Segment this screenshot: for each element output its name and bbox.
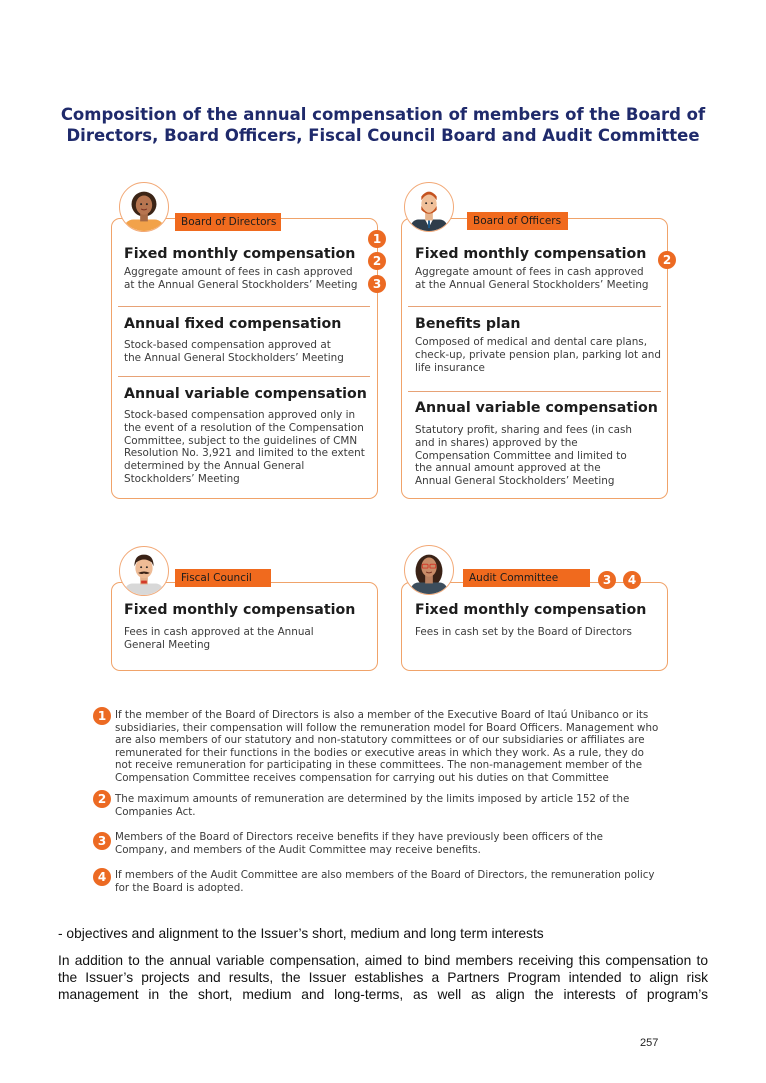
section-text: Aggregate amount of fees in cash approved at the Annual General Stockholders’ Meeting xyxy=(415,266,649,291)
section-text: Statutory profit, sharing and fees (in cash and in shares) approved by the Compensation Committee and limited to the annual amount approved at the Annual General Stockholders’ Meeting xyxy=(415,424,633,488)
mustache-man-avatar-icon xyxy=(119,546,169,596)
marker-2: 2 xyxy=(368,252,386,270)
section-heading: - objectives and alignment to the Issuer’s short, medium and long term interests xyxy=(58,926,544,941)
paragraph-line: the Issuer’s projects and results, the Issuer establishes a Partners Program intended to align risk xyxy=(58,970,708,985)
board-of-officers-badge: Board of Officers xyxy=(467,212,568,230)
section-text: Aggregate amount of fees in cash approved at the Annual General Stockholders’ Meeting xyxy=(124,266,358,291)
section-title: Annual fixed compensation xyxy=(124,316,342,332)
paragraph-line: management in the short, medium and long-terms, as well as align the interests of program’s xyxy=(58,987,708,1002)
marker-3: 3 xyxy=(598,571,616,589)
note-text-1: If the member of the Board of Directors is also a member of the Executive Board of Itaú Unibanco or its subsidiaries, their compensation will follow the remuneration model for Board Officers. Management who are also members of our statutory and non-statutory committees or of our subsidiaries or affiliates are remunerated for their functions in the bodies or executive areas in which they work. As a rule, they do not receive remuneration for participating in these committees. The non-management member of the Compensation Committee receives compensation for carrying out his duties on that Committee xyxy=(115,709,659,784)
note-marker-1: 1 xyxy=(93,707,111,725)
note-marker-2: 2 xyxy=(93,790,111,808)
note-text-2: The maximum amounts of remuneration are determined by the limits imposed by article 152 of the Companies Act. xyxy=(115,793,630,818)
section-title: Annual variable compensation xyxy=(415,400,658,416)
woman-avatar-icon xyxy=(119,182,169,232)
section-title: Fixed monthly compensation xyxy=(415,246,647,262)
woman-glasses-avatar-icon xyxy=(404,545,454,595)
section-text: Stock-based compensation approved at the Annual General Stockholders’ Meeting xyxy=(124,339,344,364)
section-title: Benefits plan xyxy=(415,316,521,332)
board-of-directors-badge: Board of Directors xyxy=(175,213,281,231)
divider xyxy=(408,306,661,307)
section-text: Fees in cash set by the Board of Directors xyxy=(415,626,632,638)
divider xyxy=(118,306,370,307)
section-text: Stock-based compensation approved only in the event of a resolution of the Compensation Committee, subject to the guidelines of CMN Resolution No. 3,921 and limited to the extent determined by the Annual General Stockholders’ Meeting xyxy=(124,409,365,485)
paragraph-line: In addition to the annual variable compensation, aimed to bind members receiving this compensation to xyxy=(58,953,708,968)
fiscal-council-badge: Fiscal Council xyxy=(175,569,271,587)
divider xyxy=(118,376,370,377)
section-text: Fees in cash approved at the Annual General Meeting xyxy=(124,626,314,651)
marker-2: 2 xyxy=(658,251,676,269)
divider xyxy=(408,391,661,392)
section-text: Composed of medical and dental care plans, check-up, private pension plan, parking lot and life insurance xyxy=(415,336,661,374)
note-text-3: Members of the Board of Directors receive benefits if they have previously been officers of the Company, and members of the Audit Committee may receive benefits. xyxy=(115,831,603,856)
marker-4: 4 xyxy=(623,571,641,589)
note-marker-4: 4 xyxy=(93,868,111,886)
marker-3: 3 xyxy=(368,275,386,293)
marker-1: 1 xyxy=(368,230,386,248)
note-marker-3: 3 xyxy=(93,832,111,850)
section-title: Annual variable compensation xyxy=(124,386,367,402)
note-text-4: If members of the Audit Committee are also members of the Board of Directors, the remuneration policy for the Board is adopted. xyxy=(115,869,655,894)
page-title: Composition of the annual compensation of members of the Board of Directors, Board Officers, Fiscal Council Board and Audit Committee xyxy=(60,105,706,145)
page-number: 257 xyxy=(640,1037,659,1049)
audit-committee-badge: Audit Committee xyxy=(463,569,590,587)
businessman-avatar-icon xyxy=(404,182,454,232)
section-title: Fixed monthly compensation xyxy=(124,602,356,618)
section-title: Fixed monthly compensation xyxy=(124,246,356,262)
section-title: Fixed monthly compensation xyxy=(415,602,647,618)
